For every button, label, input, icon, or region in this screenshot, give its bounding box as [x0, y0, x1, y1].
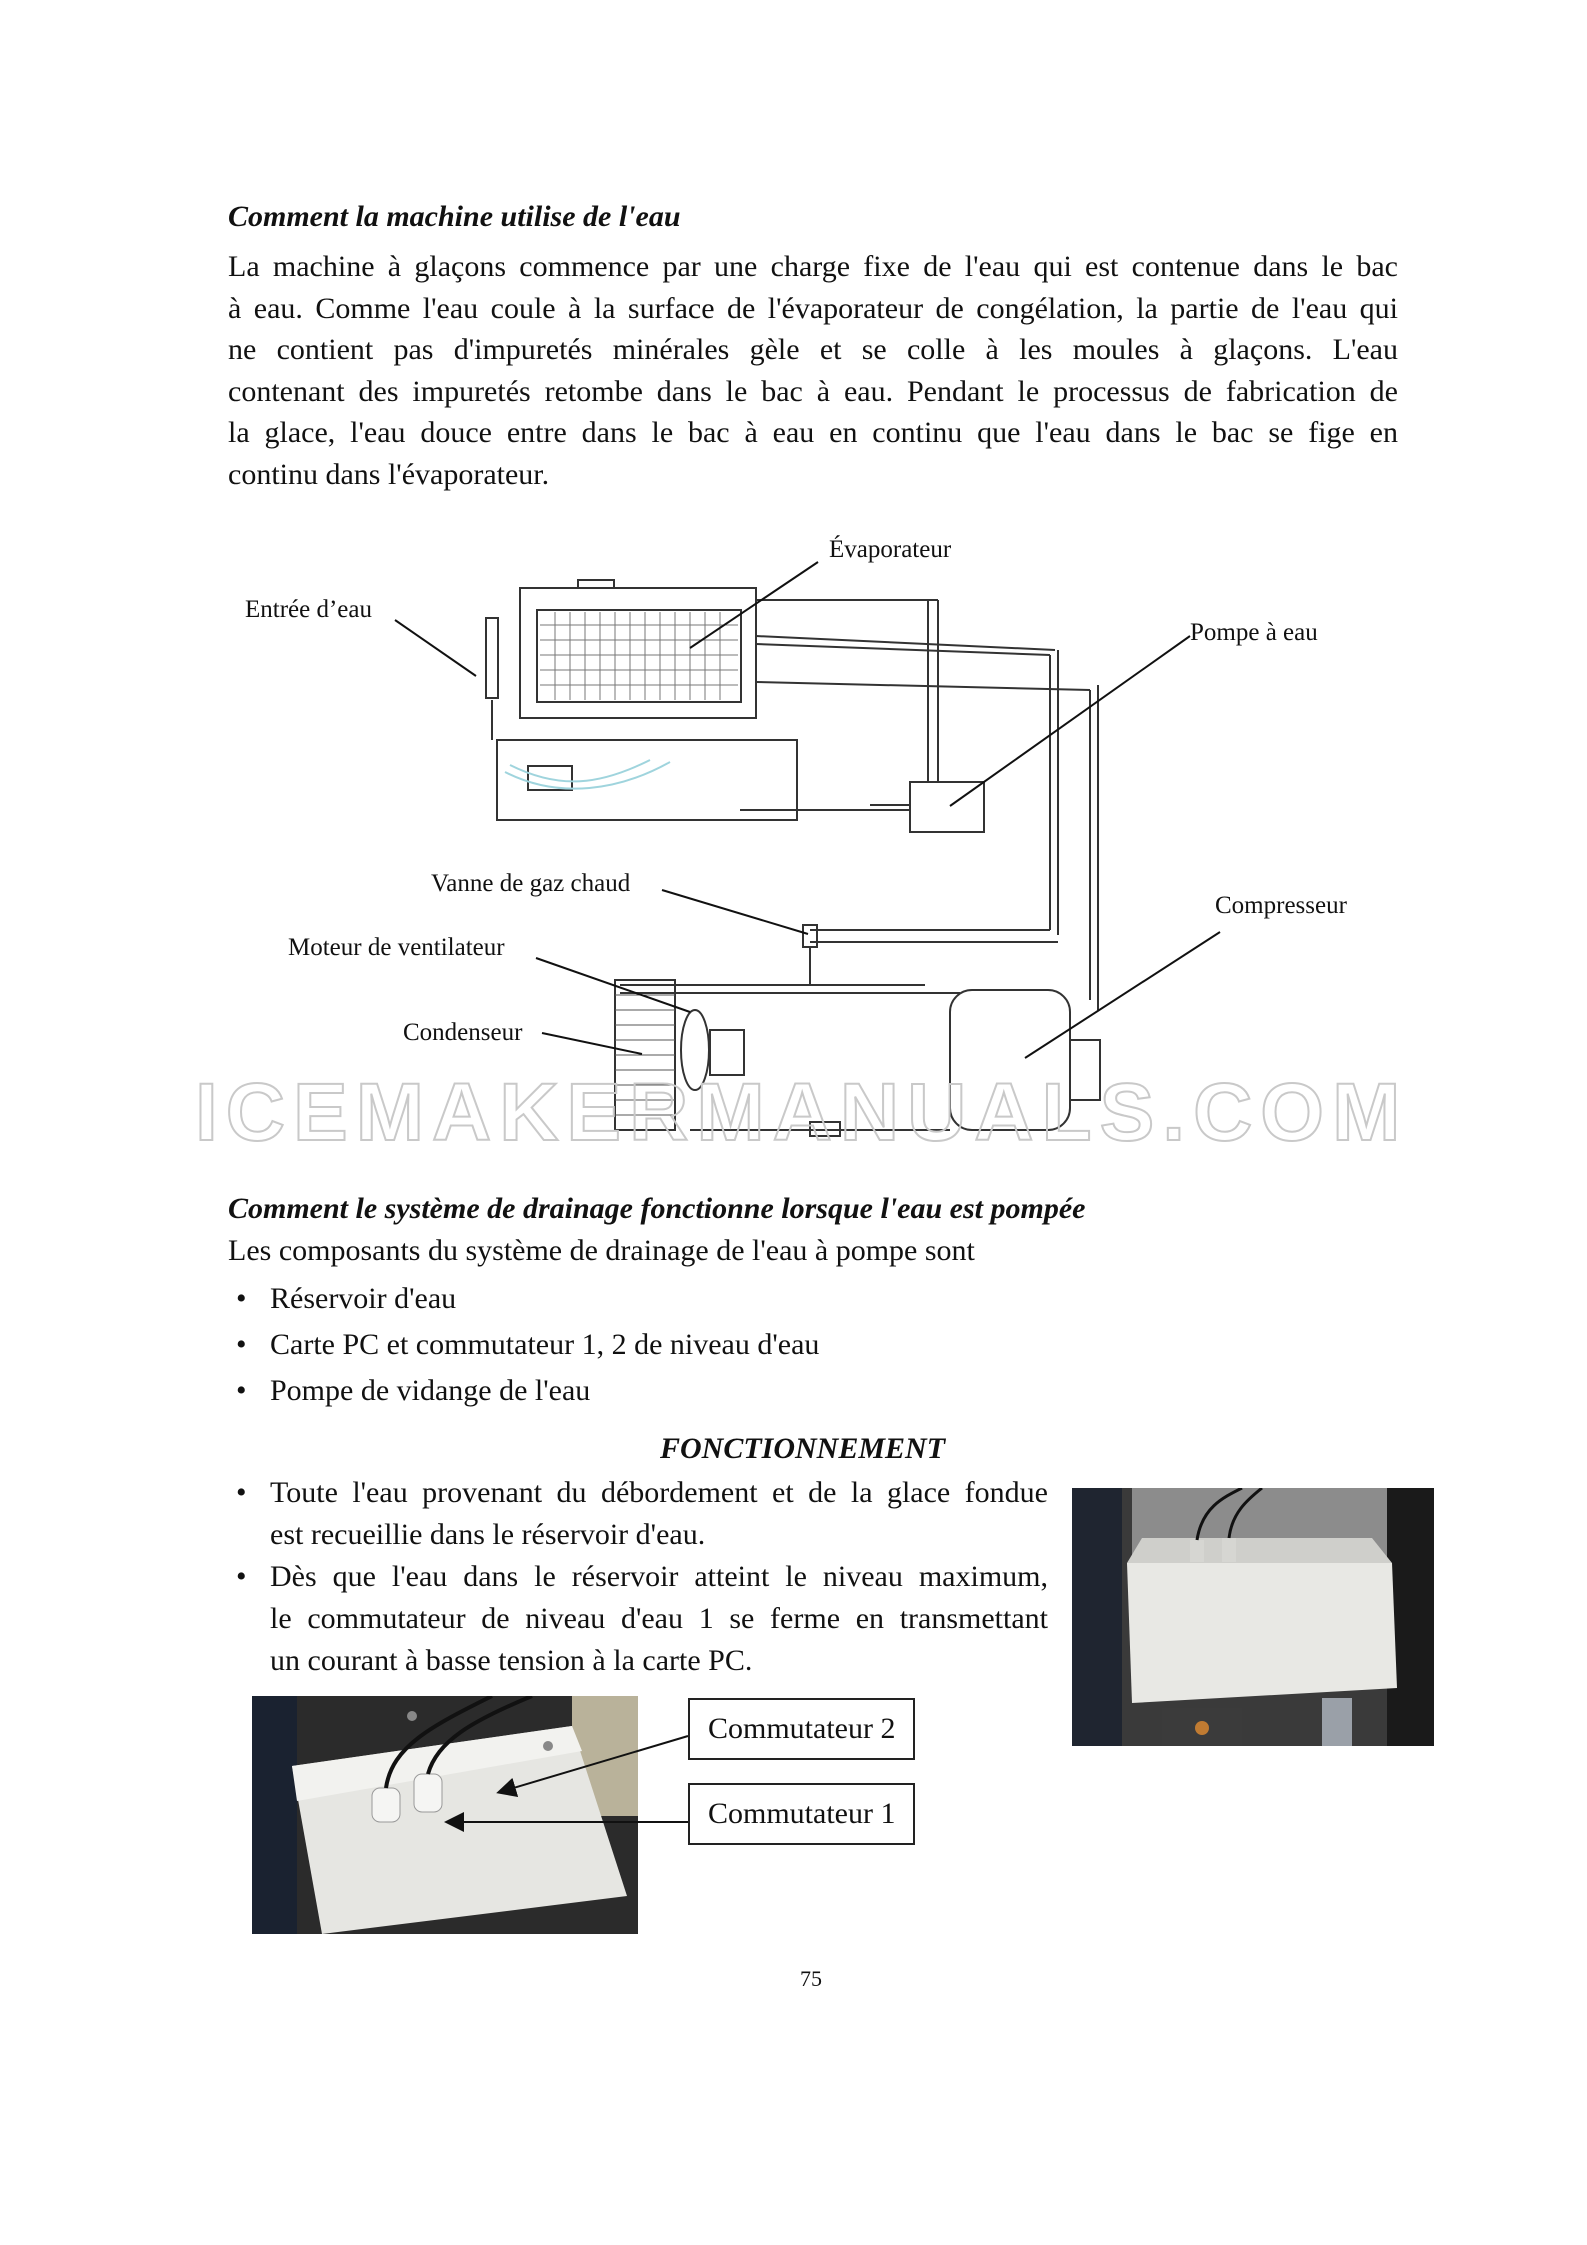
- paragraph-line: continu dans l'évaporateur.: [228, 457, 550, 491]
- page-number: 75: [800, 1966, 822, 1991]
- list-item: • Dès que l'eau dans le réservoir atteint le niveau maximum, le commutateur de niveau d'eau 1 se ferme en transmettant un courant à basse tension à la carte PC.: [228, 1556, 1048, 1682]
- label-entree-eau: Entrée d’eau: [245, 596, 373, 623]
- section-heading-drainage: Comment le système de drainage fonctionne lorsque l'eau est pompée: [228, 1192, 1086, 1225]
- paragraph-line: ne contient pas d'impuretés minérales gèle et se colle à les moules à glaçons. L'eau: [228, 333, 1398, 366]
- bullet-glyph: •: [236, 1374, 247, 1407]
- bullet-glyph: •: [236, 1476, 247, 1509]
- paragraph-line: La machine à glaçons commence par une charge fixe de l'eau qui est contenue dans le bac: [228, 250, 1398, 283]
- paragraph-line: la glace, l'eau douce entre dans le bac à eau en continu que l'eau dans le bac se fige en: [228, 416, 1398, 449]
- list-item: • Réservoir d'eau: [228, 1276, 819, 1322]
- list-item: • Pompe de vidange de l'eau: [228, 1368, 819, 1414]
- section-heading-water-use: Comment la machine utilise de l'eau: [228, 200, 681, 233]
- label-condenseur: Condenseur: [403, 1019, 523, 1046]
- bullet-glyph: •: [236, 1282, 247, 1315]
- paragraph-line: à eau. Comme l'eau coule à la surface de l'évaporateur de congélation, la partie de l'eau qui: [228, 291, 1398, 325]
- watermark: ICEMAKERMANUALS.COM: [195, 1067, 1409, 1158]
- callout-commutateur-2: Commutateur 2: [688, 1698, 915, 1760]
- label-vanne-gaz-chaud: Vanne de gaz chaud: [431, 870, 631, 897]
- label-moteur-ventilateur: Moteur de ventilateur: [288, 934, 505, 961]
- bullet-glyph: •: [236, 1560, 247, 1593]
- list-item: • Toute l'eau provenant du débordement et de la glace fondue est recueillie dans le réservoir d'eau.: [228, 1472, 1048, 1556]
- list-item: • Carte PC et commutateur 1, 2 de niveau d'eau: [228, 1322, 819, 1368]
- label-compresseur: Compresseur: [1215, 892, 1347, 919]
- callout-commutateur-1: Commutateur 1: [688, 1783, 915, 1845]
- paragraph-line: contenant des impuretés retombe dans le bac à eau. Pendant le processus de fabrication de: [228, 374, 1398, 408]
- arrow-commutateur-2: [500, 1736, 688, 1792]
- drainage-intro: Les composants du système de drainage de l'eau à pompe sont: [228, 1234, 975, 1267]
- label-pompe-eau: Pompe à eau: [1190, 619, 1318, 646]
- fonctionnement-heading: FONCTIONNEMENT: [660, 1432, 946, 1465]
- label-evaporateur: Évaporateur: [829, 536, 952, 563]
- bullet-glyph: •: [236, 1328, 247, 1361]
